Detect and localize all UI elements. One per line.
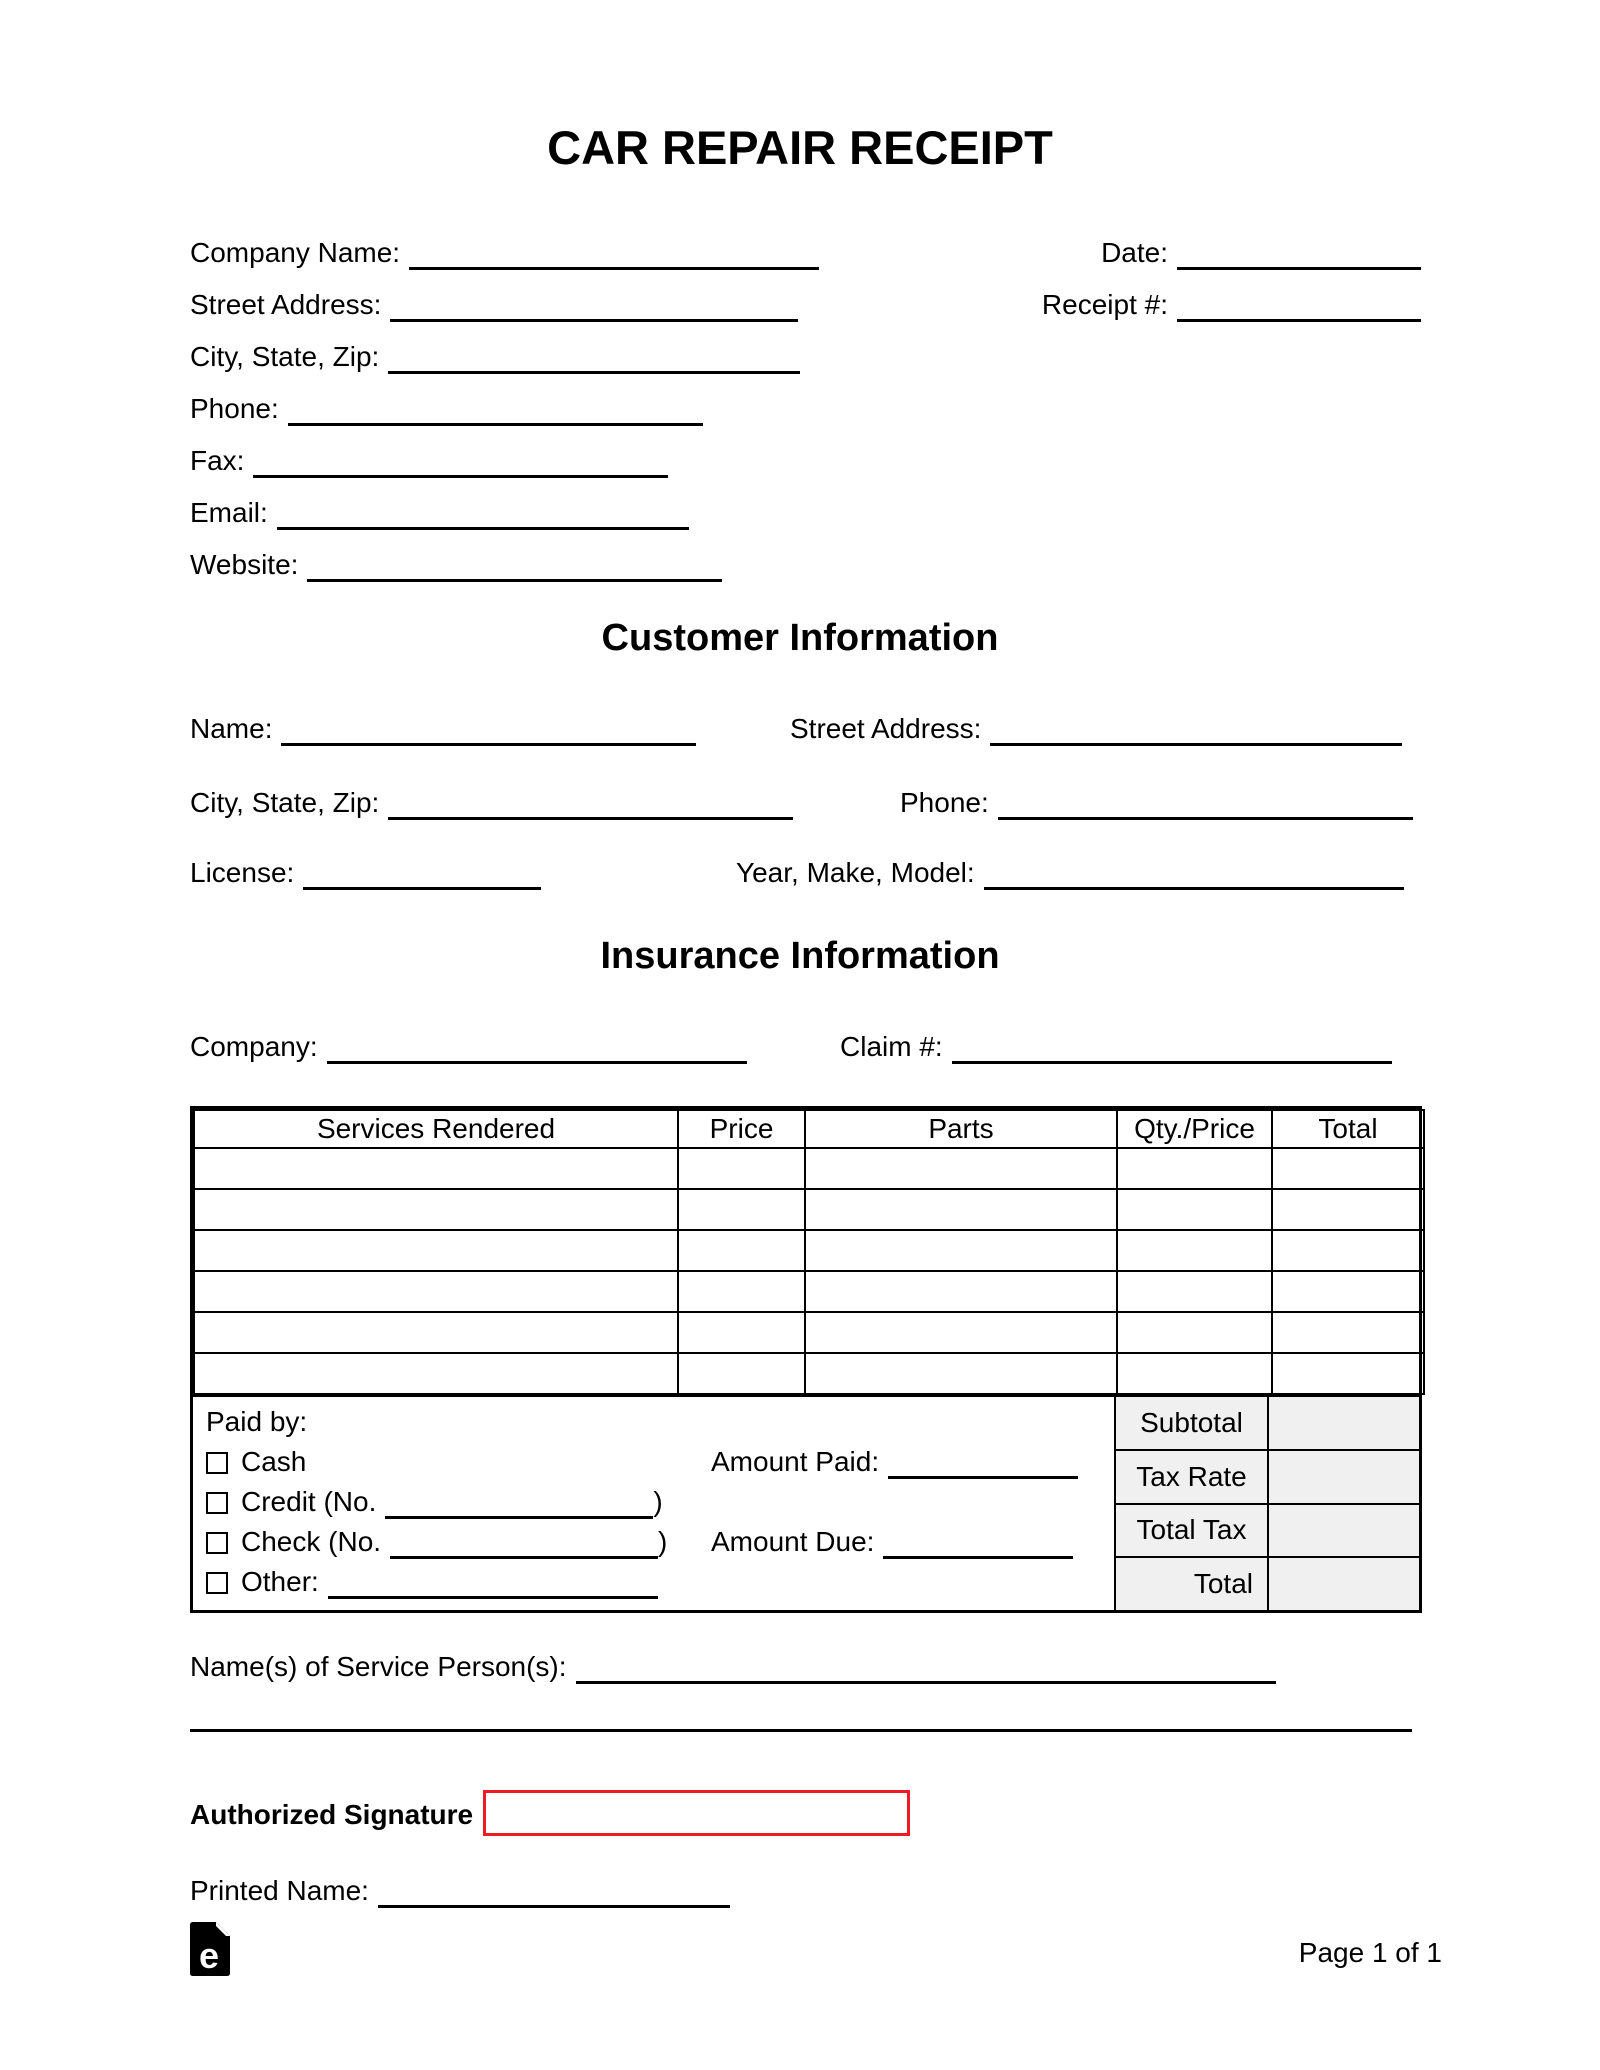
amount-paid-label: Amount Paid: [711, 1446, 880, 1477]
service-cell[interactable] [194, 1353, 678, 1394]
printed-name-label: Printed Name: [190, 1875, 369, 1906]
services-rendered-header: Services Rendered [194, 1110, 678, 1148]
service-cell[interactable] [194, 1271, 678, 1312]
service-persons-field[interactable] [576, 1650, 1276, 1684]
customer-license-label: License: [190, 857, 295, 888]
check-checkbox[interactable] [206, 1532, 228, 1554]
service-cell[interactable] [1272, 1312, 1424, 1353]
service-cell[interactable] [805, 1230, 1117, 1271]
date-field[interactable] [1177, 236, 1421, 270]
service-persons-continuation-field[interactable] [190, 1700, 1412, 1732]
date-label: Date: [1101, 237, 1168, 268]
qty-price-header: Qty./Price [1117, 1110, 1272, 1148]
customer-name-label: Name: [190, 713, 273, 744]
company-citystatezip-row [190, 340, 800, 374]
customer-name-field[interactable] [281, 712, 696, 746]
customer-license-field[interactable] [303, 856, 541, 890]
signature-box[interactable] [483, 1790, 910, 1836]
customer-street-row [790, 712, 1402, 746]
service-row [194, 1312, 1424, 1353]
paid-by-label: Paid by: [206, 1406, 308, 1437]
customer-citystatezip-row [190, 786, 793, 820]
company-email-row [190, 496, 689, 530]
check-number-field[interactable] [390, 1525, 658, 1559]
company-fax-field[interactable] [253, 444, 668, 478]
insurance-claim-field[interactable] [952, 1030, 1392, 1064]
company-email-label: Email: [190, 497, 268, 528]
total-value[interactable] [1269, 1558, 1419, 1610]
company-fax-row [190, 444, 668, 478]
insurance-company-row [190, 1030, 747, 1064]
service-persons-row [190, 1650, 1276, 1684]
company-citystatezip-field[interactable] [388, 340, 800, 374]
printed-name-row [190, 1874, 730, 1908]
total-header: Total [1272, 1110, 1424, 1148]
amount-due-row [711, 1525, 1073, 1559]
amount-paid-field[interactable] [888, 1445, 1078, 1479]
customer-citystatezip-field[interactable] [388, 786, 793, 820]
company-name-label: Company Name: [190, 237, 401, 268]
company-phone-row [190, 392, 703, 426]
company-street-label: Street Address: [190, 289, 382, 320]
service-cell[interactable] [805, 1271, 1117, 1312]
subtotal-row [1116, 1397, 1419, 1451]
customer-yearmakemodel-row [736, 856, 1404, 890]
date-row [1028, 236, 1421, 270]
insurance-claim-label: Claim #: [840, 1031, 943, 1062]
service-cell[interactable] [1117, 1353, 1272, 1394]
tax-rate-row [1116, 1451, 1419, 1505]
service-persons-label: Name(s) of Service Person(s): [190, 1651, 567, 1682]
customer-yearmakemodel-field[interactable] [984, 856, 1404, 890]
company-street-field[interactable] [390, 288, 798, 322]
services-header-row [194, 1110, 1424, 1148]
other-checkbox[interactable] [206, 1572, 228, 1594]
service-cell[interactable] [805, 1353, 1117, 1394]
totals-column [1116, 1397, 1419, 1610]
insurance-section-heading: Insurance Information [600, 935, 1000, 977]
service-row [194, 1353, 1424, 1394]
customer-yearmakemodel-label: Year, Make, Model: [736, 857, 975, 888]
customer-section-heading: Customer Information [601, 617, 999, 659]
service-cell[interactable] [1272, 1189, 1424, 1230]
company-name-field[interactable] [409, 236, 819, 270]
service-row [194, 1148, 1424, 1189]
eforms-logo-icon [190, 1922, 230, 1976]
insurance-company-field[interactable] [327, 1030, 747, 1064]
payment-option-check [206, 1525, 667, 1559]
payment-option-other [206, 1565, 658, 1599]
page-number-label: Page 1 of 1 [1298, 1937, 1442, 1968]
receipt-number-row [1028, 288, 1421, 322]
service-cell[interactable] [678, 1312, 805, 1353]
amount-due-label: Amount Due: [711, 1526, 875, 1557]
check-label: Check (No. [241, 1526, 382, 1557]
service-cell[interactable] [1117, 1148, 1272, 1189]
credit-paren-close: ) [653, 1486, 663, 1517]
service-cell[interactable] [1272, 1148, 1424, 1189]
customer-street-field[interactable] [990, 712, 1402, 746]
payment-cell [193, 1397, 1116, 1610]
service-cell[interactable] [805, 1189, 1117, 1230]
price-header: Price [678, 1110, 805, 1148]
total-tax-label: Total Tax [1116, 1505, 1269, 1557]
customer-phone-label: Phone: [900, 787, 989, 818]
customer-phone-row [900, 786, 1413, 820]
other-field[interactable] [328, 1565, 658, 1599]
total-row [1116, 1558, 1419, 1610]
company-website-field[interactable] [307, 548, 722, 582]
service-cell[interactable] [1272, 1353, 1424, 1394]
cash-label: Cash [241, 1446, 307, 1477]
subtotal-label: Subtotal [1116, 1397, 1269, 1449]
company-citystatezip-label: City, State, Zip: [190, 341, 380, 372]
total-tax-value[interactable] [1269, 1505, 1419, 1557]
services-table [190, 1106, 1422, 1613]
company-street-row [190, 288, 798, 322]
total-tax-row [1116, 1505, 1419, 1559]
tax-rate-value[interactable] [1269, 1451, 1419, 1503]
service-cell[interactable] [678, 1189, 805, 1230]
customer-street-label: Street Address: [790, 713, 982, 744]
page-title: CAR REPAIR RECEIPT [547, 121, 1053, 174]
company-name-row [190, 236, 819, 270]
insurance-company-label: Company: [190, 1031, 318, 1062]
payment-option-cash [206, 1445, 306, 1479]
service-cell[interactable] [805, 1148, 1117, 1189]
printed-name-field[interactable] [378, 1874, 730, 1908]
cash-checkbox[interactable] [206, 1452, 228, 1474]
eforms-logo-letter: e [199, 1935, 220, 1976]
company-phone-field[interactable] [288, 392, 703, 426]
credit-label: Credit (No. [241, 1486, 377, 1517]
service-cell[interactable] [1117, 1230, 1272, 1271]
customer-license-row [190, 856, 541, 890]
service-cell[interactable] [678, 1230, 805, 1271]
service-cell[interactable] [1117, 1312, 1272, 1353]
customer-name-row [190, 712, 696, 746]
payment-totals-block [193, 1395, 1419, 1610]
company-website-label: Website: [190, 549, 299, 580]
payment-option-credit [206, 1485, 663, 1519]
service-cell[interactable] [194, 1230, 678, 1271]
check-paren-close: ) [658, 1526, 668, 1557]
other-label: Other: [241, 1566, 319, 1597]
subtotal-value[interactable] [1269, 1397, 1419, 1449]
service-row [194, 1271, 1424, 1312]
customer-phone-field[interactable] [998, 786, 1413, 820]
tax-rate-label: Tax Rate [1116, 1451, 1269, 1503]
company-website-row [190, 548, 722, 582]
insurance-claim-row [840, 1030, 1392, 1064]
credit-checkbox[interactable] [206, 1492, 228, 1514]
total-label: Total [1116, 1558, 1269, 1610]
receipt-number-field[interactable] [1177, 288, 1421, 322]
service-cell[interactable] [1117, 1271, 1272, 1312]
service-cell[interactable] [678, 1271, 805, 1312]
service-cell[interactable] [1272, 1271, 1424, 1312]
company-email-field[interactable] [277, 496, 689, 530]
customer-citystatezip-label: City, State, Zip: [190, 787, 380, 818]
parts-header: Parts [805, 1110, 1117, 1148]
amount-paid-row [711, 1445, 1078, 1479]
amount-due-field[interactable] [883, 1525, 1073, 1559]
service-row [194, 1189, 1424, 1230]
authorized-signature-label: Authorized Signature [190, 1799, 474, 1830]
service-cell[interactable] [1117, 1189, 1272, 1230]
company-fax-label: Fax: [190, 445, 245, 476]
receipt-number-label: Receipt #: [1041, 289, 1168, 320]
service-row [194, 1230, 1424, 1271]
service-cell[interactable] [678, 1148, 805, 1189]
service-cell[interactable] [1272, 1230, 1424, 1271]
service-cell[interactable] [194, 1312, 678, 1353]
service-cell[interactable] [805, 1312, 1117, 1353]
company-phone-label: Phone: [190, 393, 279, 424]
credit-number-field[interactable] [385, 1485, 653, 1519]
service-cell[interactable] [678, 1353, 805, 1394]
service-cell[interactable] [194, 1148, 678, 1189]
service-cell[interactable] [194, 1189, 678, 1230]
